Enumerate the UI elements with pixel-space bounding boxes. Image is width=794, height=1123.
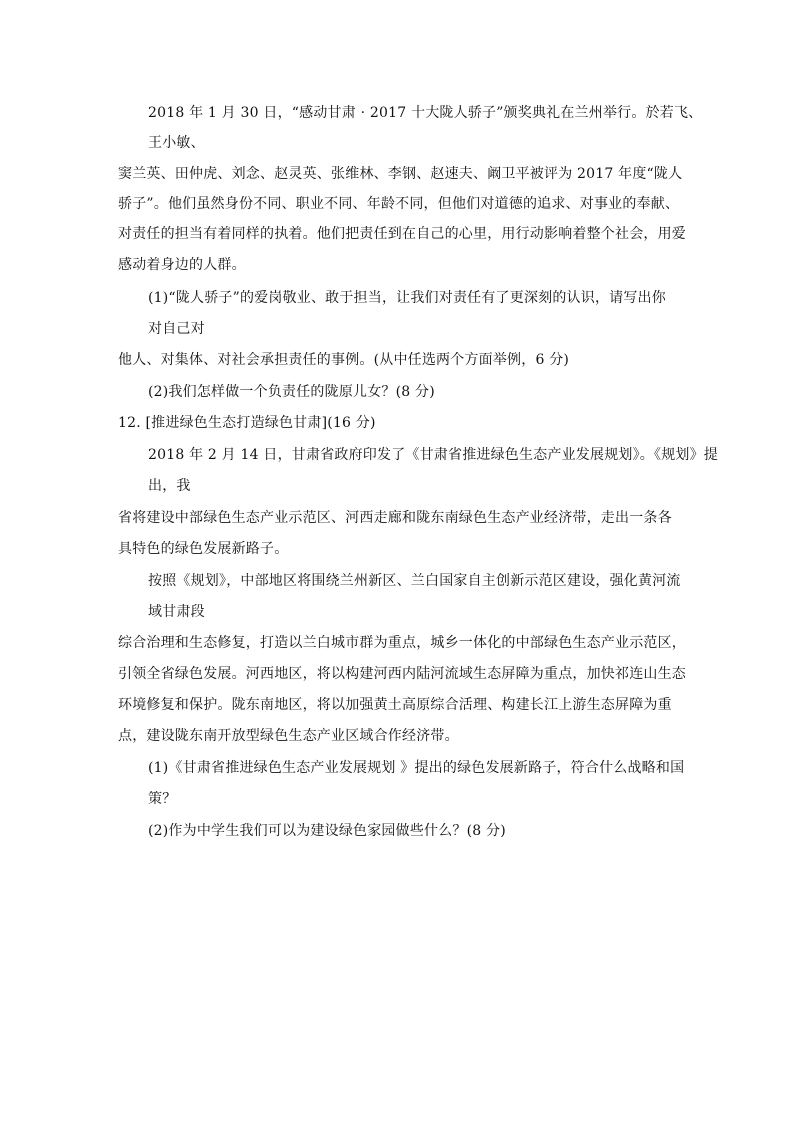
q12-para2-line-2: 域甘肃段	[148, 604, 205, 620]
q11-intro-line-4: 骄子”。他们虽然身份不同、职业不同、年龄不同，但他们对道德的追求、对事业的奉献、	[118, 196, 680, 212]
q11-question-1-line-1: (1)“陇人骄子”的爱岗敬业、敢于担当，让我们对责任有了更深刻的认识，请写出你	[148, 290, 666, 306]
q12-question-1-line-1: (1)《甘肃省推进绿色生态产业发展规划 》提出的绿色发展新路子，符合什么战略和国	[148, 760, 685, 776]
q11-question-1-line-2: 对自己对	[148, 321, 205, 337]
q12-question-2: (2)作为中学生我们可以为建设绿色家园做些什么？(8 分)	[148, 823, 506, 839]
q11-intro-line-2: 王小敏、	[148, 135, 205, 151]
q11-intro-line-6: 感动着身边的人群。	[118, 257, 246, 273]
q12-para1-line-2: 出，我	[148, 478, 191, 494]
q12-para2-line-6: 点，建设陇东南开放型绿色生态产业区域合作经济带。	[118, 728, 459, 744]
q11-intro-line-5: 对责任的担当有着同样的执着。他们把责任到在自己的心里，用行动影响着整个社会，用爱	[118, 226, 686, 242]
q11-intro-line-3: 窦兰英、田仲虎、刘念、赵灵英、张维林、李钢、赵速夫、阚卫平被评为 2017 年度“陇人	[118, 166, 683, 182]
q11-question-1-line-3: 他人、对集体、对社会承担责任的事例。(从中任选两个方面举例，6 分)	[118, 352, 570, 368]
q12-para1-line-4: 具特色的绿色发展新路子。	[118, 541, 289, 557]
q12-para1-line-1: 2018 年 2 月 14 日，甘肃省政府印发了《甘肃省推进绿色生态产业发展规划》。《规划》提	[148, 447, 718, 463]
q11-question-2: (2)我们怎样做一个负责任的陇原儿女？(8 分)	[148, 384, 435, 400]
q12-para2-line-3: 综合治理和生态修复，打造以兰白城市群为重点，城乡一体化的中部绿色生态产业示范区，	[118, 635, 686, 651]
q12-heading: 12. [推进绿色生态打造绿色甘肃](16 分)	[118, 415, 376, 431]
q11-intro-line-1: 2018 年 1 月 30 日，“感动甘肃 · 2017 十大陇人骄子”颁奖典礼在兰州举行。於若飞、	[148, 105, 703, 121]
q12-para2-line-1: 按照《规划》，中部地区将围绕兰州新区、兰白国家自主创新示范区建设，强化黄河流	[148, 573, 681, 589]
q12-para1-line-3: 省将建设中部绿色生态产业示范区、河西走廊和陇东南绿色生态产业经济带，走出一条各	[118, 510, 672, 526]
q12-question-1-line-2: 策？	[148, 791, 177, 807]
q12-para2-line-5: 环境修复和保护。陇东南地区，将以加强黄土高原综合活理、构建长江上游生态屏障为重	[118, 697, 672, 713]
q12-para2-line-4: 引领全省绿色发展。河西地区，将以构建河西内陆河流域生态屏障为重点，加快祁连山生态	[118, 666, 686, 682]
